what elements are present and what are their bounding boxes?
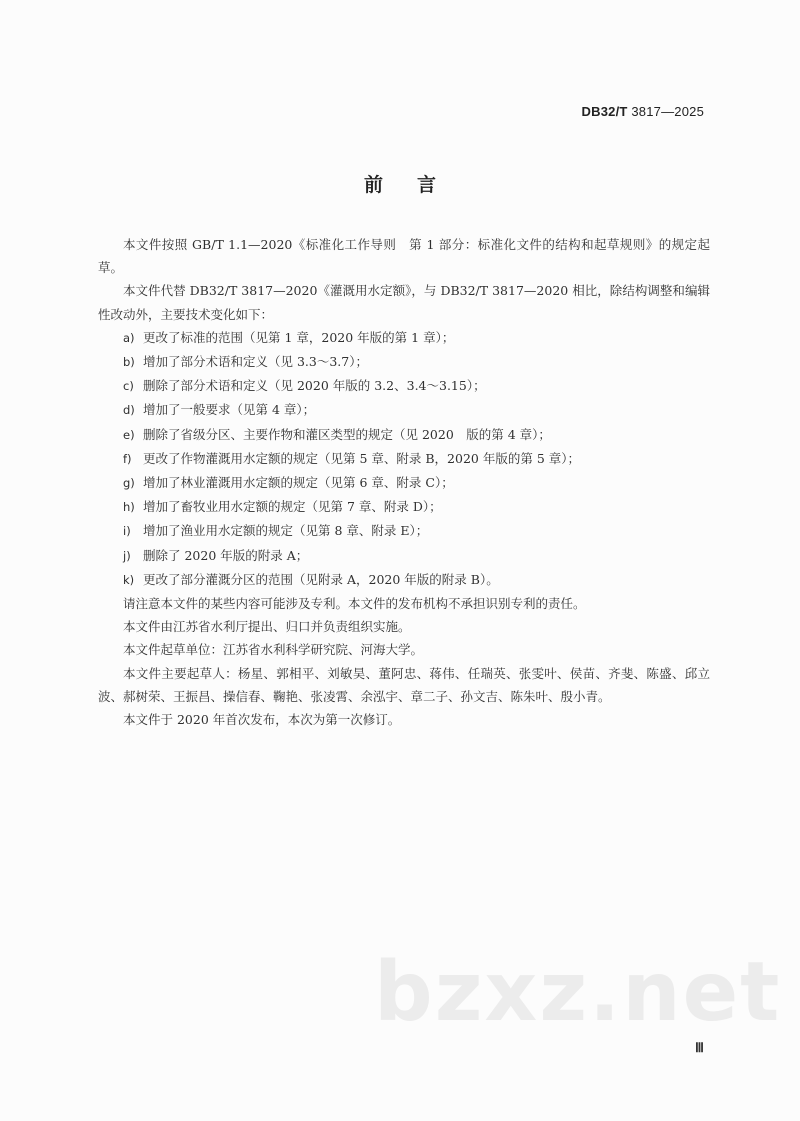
standard-code <box>582 104 704 119</box>
list-item-mark: e) <box>123 427 135 442</box>
technical-changes-list <box>98 326 710 592</box>
list-item-mark: b) <box>123 355 135 370</box>
list-item-mark: j) <box>123 548 131 563</box>
standard-prefix: DB32/T <box>581 104 628 119</box>
paragraph-replacement: 本文件代替 DB32/T 3817—2020《灌溉用水定额》，与 DB32/T 3817—2020 相比，除结构调整和编辑性改动外，主要技术变化如下： <box>98 283 710 322</box>
list-item <box>98 519 710 543</box>
paragraph-drafting-units: 本文件起草单位：江苏省水利科学研究院、河海大学。 <box>123 642 424 658</box>
list-item-text: 删除了省级分区、主要作物和灌区类型的规定（见 2020 版的第 4 章）； <box>143 426 551 442</box>
list-item <box>98 326 710 350</box>
list-item <box>98 568 710 592</box>
list-item-mark: k) <box>123 572 135 587</box>
list-item-text: 更改了部分灌溉分区的范围（见附录 A，2020 年版的附录 B）。 <box>143 571 499 587</box>
list-item-text: 增加了一般要求（见第 4 章）； <box>143 402 316 418</box>
paragraph-proposer: 本文件由江苏省水利厅提出、归口并负责组织实施。 <box>123 619 411 635</box>
paragraph-drafters: 本文件主要起草人：杨星、郭相平、刘敏昊、董阿忠、蒋伟、任瑞英、张雯叶、侯苗、齐斐、陈盛、邱立波、郝树荣、王振昌、操信春、鞠艳、张凌霄、余泓宇、章二子、孙文吉、陈朱叶、殷小青。 <box>98 665 710 704</box>
list-item-text: 更改了作物灌溉用水定额的规定（见第 5 章、附录 B，2020 年版的第 5 章）； <box>143 450 580 466</box>
list-item-mark: i) <box>123 524 131 539</box>
list-item-text: 删除了部分术语和定义（见 2020 年版的 3.2、3.4～3.15）； <box>143 378 486 394</box>
watermark: bzxz.net <box>374 945 782 1040</box>
paragraph-history: 本文件于 2020 年首次发布，本次为第一次修订。 <box>123 712 401 728</box>
list-item-mark: c) <box>123 379 134 394</box>
list-item <box>98 544 710 568</box>
list-item <box>98 350 710 374</box>
list-item <box>98 398 710 422</box>
list-item-text: 删除了 2020 年版的附录 A； <box>143 547 309 563</box>
standard-number: 3817—2025 <box>631 104 704 119</box>
page-title: 前言 <box>363 174 470 196</box>
list-item <box>98 447 710 471</box>
list-item-mark: h) <box>123 500 135 515</box>
list-item-text: 更改了标准的范围（见第 1 章，2020 年版的第 1 章）； <box>143 329 455 345</box>
page-number: Ⅲ <box>695 1040 704 1055</box>
paragraph-drafting-basis: 本文件按照 GB/T 1.1—2020《标准化工作导则 第 1 部分：标准化文件的结构和起草规则》的规定起草。 <box>98 237 710 276</box>
list-item <box>98 471 710 495</box>
list-item <box>98 423 710 447</box>
list-item-mark: a) <box>123 330 135 345</box>
foreword-body <box>98 233 710 731</box>
list-item-mark: d) <box>123 403 135 418</box>
list-item-text: 增加了部分术语和定义（见 3.3～3.7）； <box>143 354 368 370</box>
list-item-mark: f) <box>123 451 132 466</box>
list-item-text: 增加了渔业用水定额的规定（见第 8 章、附录 E）； <box>143 523 429 539</box>
list-item-text: 增加了林业灌溉用水定额的规定（见第 6 章、附录 C）； <box>143 475 454 491</box>
paragraph-patent-notice: 请注意本文件的某些内容可能涉及专利。本文件的发布机构不承担识别专利的责任。 <box>123 596 586 612</box>
list-item <box>98 495 710 519</box>
list-item <box>98 374 710 398</box>
list-item-mark: g) <box>123 476 135 491</box>
list-item-text: 增加了畜牧业用水定额的规定（见第 7 章、附录 D）； <box>143 499 442 515</box>
